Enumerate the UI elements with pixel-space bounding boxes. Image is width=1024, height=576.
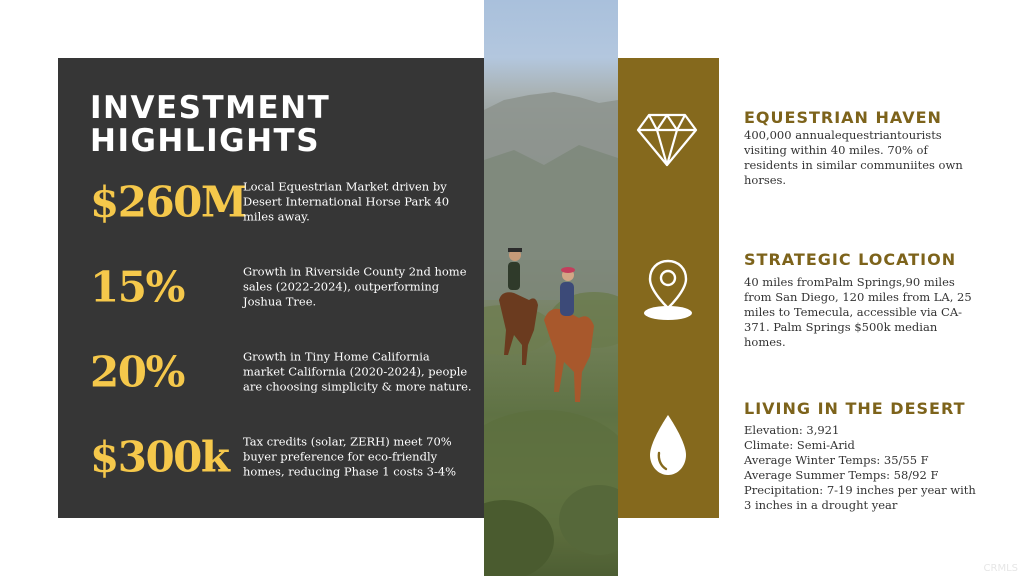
stat-description: Growth in Tiny Home California market California (2020-2024), people are choosing simplicity & more nature. [243, 349, 472, 394]
page-title: INVESTMENT HIGHLIGHTS [90, 90, 331, 159]
desert-detail-precipitation: Precipitation: 7-19 inches per year with 3 inches in a drought year [744, 483, 976, 512]
stat-row-market [90, 172, 470, 232]
desert-detail-climate: Climate: Semi-Arid [744, 438, 855, 452]
stat-value: $260M [90, 177, 246, 227]
stat-value: 20% [90, 347, 184, 397]
feature-text-desert [744, 423, 976, 513]
map-pin-icon [643, 258, 693, 322]
desert-detail-elevation: Elevation: 3,921 [744, 423, 840, 437]
stat-value: 15% [90, 262, 184, 312]
feature-text-equestrian: 400,000 annualequestriantourists visiting within 40 miles. 70% of residents in similar communiites own horses. [744, 128, 963, 187]
stat-description: Tax credits (solar, ZERH) meet 70% buyer preference for eco-friendly homes, reducing Phase 1 costs 3-4% [243, 434, 457, 479]
desert-detail-winter-temps: Average Winter Temps: 35/55 F [744, 453, 929, 467]
stat-row-growth-tiny-homes [90, 342, 470, 402]
watermark: CRMLS [983, 563, 1018, 574]
feature-title-equestrian: EQUESTRIAN HAVEN [744, 108, 942, 127]
horse-riders-photo [484, 0, 618, 576]
diamond-icon [636, 112, 698, 168]
stat-row-growth-second-homes [90, 257, 470, 317]
stat-row-tax-credits [90, 427, 470, 487]
stat-value: $300k [90, 432, 229, 482]
water-drop-icon [648, 413, 688, 477]
feature-text-location: 40 miles fromPalm Springs,90 miles from San Diego, 120 miles from LA, 25 miles to Temecula, accessible via CA-371. Palm Springs $500k median homes. [744, 275, 972, 349]
stat-description: Local Equestrian Market driven by Desert International Horse Park 40 miles away. [243, 179, 450, 224]
feature-title-desert: LIVING IN THE DESERT [744, 399, 966, 418]
desert-detail-summer-temps: Average Summer Temps: 58/92 F [744, 468, 939, 482]
stat-description: Growth in Riverside County 2nd home sales (2022-2024), outperforming Joshua Tree. [243, 264, 467, 309]
feature-title-location: STRATEGIC LOCATION [744, 250, 957, 269]
